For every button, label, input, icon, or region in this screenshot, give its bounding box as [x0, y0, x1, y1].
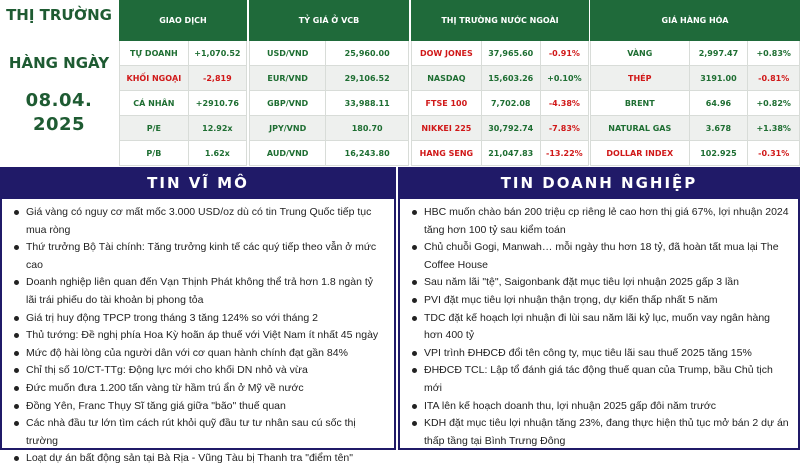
- table-row: [120, 141, 247, 166]
- table-row: [412, 41, 589, 66]
- trading-table: [119, 0, 247, 166]
- table-row: [591, 41, 800, 66]
- list-item[interactable]: Các nhà đầu tư lớn tìm cách rút khỏi quỹ đầu tư tư nhân sau cú sốc thị trường: [10, 415, 386, 450]
- list-item[interactable]: Sau năm lãi "tệ", Saigonbank đặt mục tiêu lợi nhuận 2025 gấp 3 lần: [408, 274, 790, 292]
- fx-pair: JPY/VND: [250, 116, 326, 141]
- commodity-value: 2,997.47: [689, 41, 748, 66]
- table-row: [120, 91, 247, 116]
- fx-rate: 29,106.52: [326, 66, 409, 91]
- trading-label: TỰ DOANH: [120, 41, 189, 66]
- fx-pair: EUR/VND: [250, 66, 326, 91]
- commodity-change: +0.83%: [748, 41, 800, 66]
- list-item[interactable]: Đức muốn đưa 1.200 tấn vàng từ hầm trú ẩn ở Mỹ về nước: [10, 380, 386, 398]
- list-item[interactable]: PVI đặt mục tiêu lợi nhuận thận trọng, dự kiến thấp nhất 5 năm: [408, 292, 790, 310]
- list-item[interactable]: HBC muốn chào bán 200 triệu cp riêng lẻ cao hơn thị giá 67%, lợi nhuận 2024 tăng hơn 100 tỷ sau kiểm toán: [408, 204, 790, 239]
- table-row: [120, 66, 247, 91]
- corporate-news-list: [400, 199, 798, 450]
- list-item[interactable]: Chỉ thị số 10/CT-TTg: Động lực mới cho khối DN nhỏ và vừa: [10, 362, 386, 380]
- intl-change: -4.38%: [540, 91, 588, 116]
- intl-value: 30,792.74: [481, 116, 540, 141]
- list-item[interactable]: Loạt dự án bất động sản tại Bà Rịa - Vũng Tàu bị Thanh tra "điểm tên": [10, 450, 386, 468]
- table-row: [591, 66, 800, 91]
- fx-table: [249, 0, 409, 166]
- list-item[interactable]: Mức độ hài lòng của người dân với cơ quan hành chính đạt gần 84%: [10, 345, 386, 363]
- corporate-news-panel: [398, 199, 800, 450]
- commodity-value: 3191.00: [689, 66, 748, 91]
- table-row: [120, 116, 247, 141]
- intl-name: NASDAQ: [412, 66, 482, 91]
- fx-rate: 180.70: [326, 116, 409, 141]
- commodity-change: -0.81%: [748, 66, 800, 91]
- macro-news-list: [2, 199, 394, 468]
- list-item[interactable]: KDH đặt mục tiêu lợi nhuận tăng 23%, đang thực hiện thủ tục mở bán 2 dự án thấp tầng tại Bình Trưng Đông: [408, 415, 790, 450]
- intl-value: 21,047.83: [481, 141, 540, 166]
- list-item[interactable]: TDC đặt kế hoạch lợi nhuận đi lùi sau năm lãi kỷ lục, muốn vay ngân hàng hơn 400 tỷ: [408, 310, 790, 345]
- table-row: [591, 91, 800, 116]
- title-line-2: HÀNG NGÀY: [8, 54, 110, 72]
- commodity-change: +0.82%: [748, 91, 800, 116]
- table-row: [250, 91, 409, 116]
- commodity-change: +1.38%: [748, 116, 800, 141]
- table-row: [591, 141, 800, 166]
- table-row: [412, 141, 589, 166]
- table-row: [412, 116, 589, 141]
- table-row: [250, 66, 409, 91]
- date-line-2: 2025: [32, 114, 86, 135]
- title-block: [0, 0, 118, 165]
- commodities-table: [590, 0, 800, 166]
- commodity-name: VÀNG: [591, 41, 690, 66]
- list-item[interactable]: Giá trị huy động TPCP trong tháng 3 tăng 124% so với tháng 2: [10, 310, 386, 328]
- trading-label: P/E: [120, 116, 189, 141]
- intl-market-table: [411, 0, 589, 166]
- intl-value: 7,702.08: [481, 91, 540, 116]
- table-row: [412, 66, 589, 91]
- commodity-change: -0.31%: [748, 141, 800, 166]
- macro-news-panel: [0, 199, 396, 465]
- intl-change: -13.22%: [540, 141, 588, 166]
- table-row: [591, 116, 800, 141]
- intl-header: THỊ TRƯỜNG NƯỚC NGOÀI: [412, 1, 589, 41]
- fx-rate: 16,243.80: [326, 141, 409, 166]
- intl-name: HANG SENG: [412, 141, 482, 166]
- fx-header: TỶ GIÁ Ở VCB: [250, 1, 409, 41]
- intl-change: +0.10%: [540, 66, 588, 91]
- commodity-name: BRENT: [591, 91, 690, 116]
- table-row: [412, 91, 589, 116]
- commodity-value: 64.96: [689, 91, 748, 116]
- trading-label: CÁ NHÂN: [120, 91, 189, 116]
- commodities-header: GIÁ HÀNG HÓA: [591, 1, 800, 41]
- fx-rate: 25,960.00: [326, 41, 409, 66]
- date-line-1: 08.04.: [25, 90, 93, 111]
- list-item[interactable]: ĐHĐCĐ TCL: Lập tổ đánh giá tác động thuế quan của Trump, bầu Chủ tịch mới: [408, 362, 790, 397]
- list-item[interactable]: VPI trình ĐHĐCĐ đổi tên công ty, mục tiêu lãi sau thuế 2025 tăng 15%: [408, 345, 790, 363]
- intl-name: DOW JONES: [412, 41, 482, 66]
- fx-pair: AUD/VND: [250, 141, 326, 166]
- trading-value: 1.62x: [188, 141, 246, 166]
- intl-name: NIKKEI 225: [412, 116, 482, 141]
- commodity-name: DOLLAR INDEX: [591, 141, 690, 166]
- fx-pair: GBP/VND: [250, 91, 326, 116]
- intl-change: -0.91%: [540, 41, 588, 66]
- commodity-name: THÉP: [591, 66, 690, 91]
- list-item[interactable]: Đồng Yên, Franc Thụy Sĩ tăng giá giữa "bão" thuế quan: [10, 398, 386, 416]
- title-line-1: THỊ TRƯỜNG: [6, 6, 112, 24]
- fx-pair: USD/VND: [250, 41, 326, 66]
- trading-label: P/B: [120, 141, 189, 166]
- list-item[interactable]: Doanh nghiệp liên quan đến Vạn Thịnh Phát không thể trả hơn 1.8 ngàn tỷ lãi trái phiếu do tài khoản bị phong tỏa: [10, 274, 386, 309]
- trading-value: 12.92x: [188, 116, 246, 141]
- commodity-value: 3.678: [689, 116, 748, 141]
- table-row: [120, 41, 247, 66]
- table-row: [250, 141, 409, 166]
- table-row: [250, 41, 409, 66]
- macro-news-header: TIN VĨ MÔ: [0, 167, 396, 199]
- trading-value: +2910.76: [188, 91, 246, 116]
- trading-label: KHỐI NGOẠI: [120, 66, 189, 91]
- trading-value: -2,819: [188, 66, 246, 91]
- list-item[interactable]: Giá vàng có nguy cơ mất mốc 3.000 USD/oz dù có tin Trung Quốc tiếp tục mua ròng: [10, 204, 386, 239]
- list-item[interactable]: Chủ chuỗi Gogi, Manwah… mỗi ngày thu hơn 18 tỷ, đã hoàn tất mua lại The Coffee House: [408, 239, 790, 274]
- commodity-value: 102.925: [689, 141, 748, 166]
- trading-header: GIAO DỊCH: [120, 1, 247, 41]
- list-item[interactable]: Thứ trưởng Bộ Tài chính: Tăng trưởng kinh tế các quý tiếp theo vẫn ở mức cao: [10, 239, 386, 274]
- fx-rate: 33,988.11: [326, 91, 409, 116]
- corporate-news-header: TIN DOANH NGHIỆP: [398, 167, 800, 199]
- trading-value: +1,070.52: [188, 41, 246, 66]
- intl-value: 15,603.26: [481, 66, 540, 91]
- intl-value: 37,965.60: [481, 41, 540, 66]
- table-row: [250, 116, 409, 141]
- list-item[interactable]: Thủ tướng: Đề nghị phía Hoa Kỳ hoãn áp thuế với Việt Nam ít nhất 45 ngày: [10, 327, 386, 345]
- intl-change: -7.83%: [540, 116, 588, 141]
- list-item[interactable]: ITA lên kế hoạch doanh thu, lợi nhuận 2025 gấp đôi năm trước: [408, 398, 790, 416]
- intl-name: FTSE 100: [412, 91, 482, 116]
- commodity-name: NATURAL GAS: [591, 116, 690, 141]
